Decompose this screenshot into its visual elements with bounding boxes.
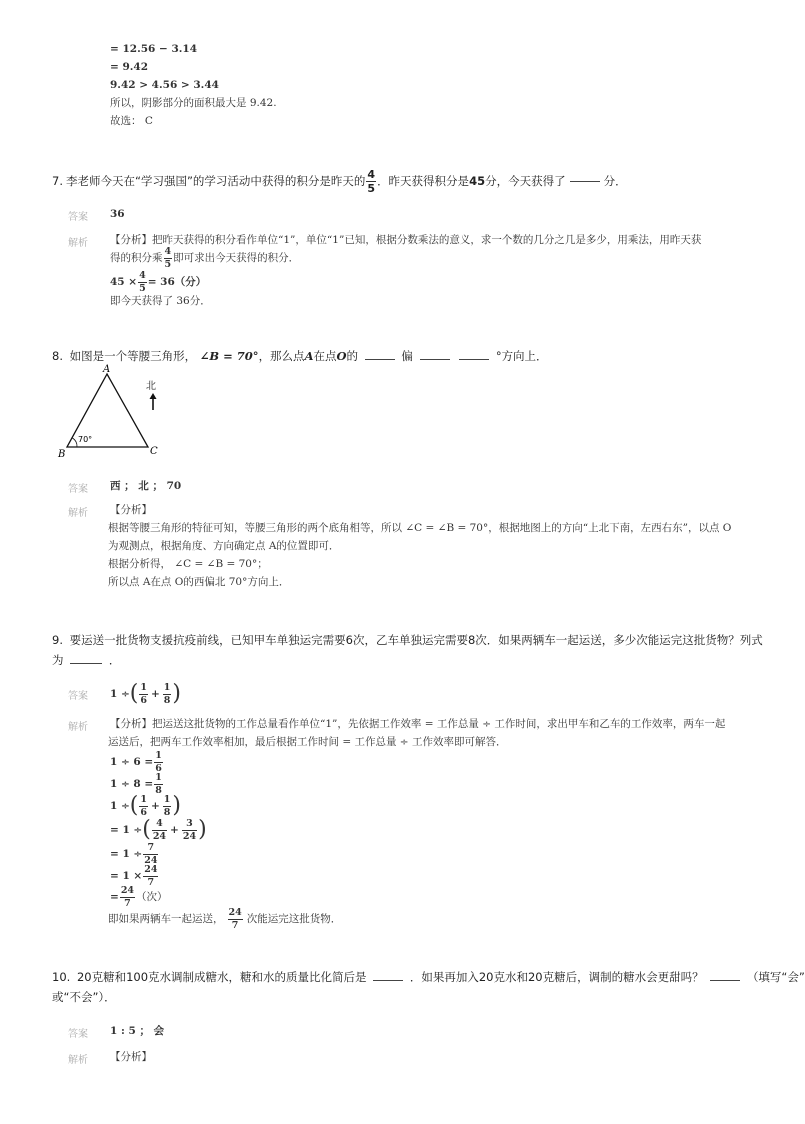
fraction: $\frac{4}{5}$ xyxy=(139,270,146,294)
answer-blank[interactable] xyxy=(459,358,489,360)
answer-label: 答案 xyxy=(68,691,88,702)
vertex-label-c: C xyxy=(150,446,158,457)
analysis-head: 【分析】 xyxy=(110,1051,152,1063)
solution-line: = 9.42 xyxy=(110,61,149,73)
fraction: $\frac{4}{5}$ xyxy=(164,246,172,270)
conclusion: 即如果两辆车一起运送， $\frac{24}{7}$ 次能运完这批货物． xyxy=(108,907,342,931)
calc-step: = 1 × $\frac{24}{7}$ xyxy=(110,864,158,888)
analysis-label: 解析 xyxy=(68,722,88,733)
answer-blank[interactable] xyxy=(365,358,395,360)
north-label: 北 xyxy=(146,381,156,392)
question-text: 分，今天获得了 xyxy=(485,174,566,188)
solution-line: 故选： C xyxy=(110,115,153,127)
calc-step: = 1 ÷ $\frac{7}{24}$ xyxy=(110,842,158,866)
question-10-line2: 或“不会”）． xyxy=(52,990,116,1004)
analysis-text: 得的积分乘 $\frac{4}{5}$ 即可求出今天获得的积分． xyxy=(110,246,300,270)
isosceles-triangle-figure xyxy=(55,362,175,462)
question-number: 8. xyxy=(52,349,63,363)
answer-blank[interactable] xyxy=(570,180,600,182)
question-7 xyxy=(52,166,627,196)
calc-step: = $\frac{24}{7}$ （次） xyxy=(110,885,168,909)
question-text: ．昨天获得积分是 xyxy=(377,174,470,188)
analysis-label: 解析 xyxy=(68,238,88,249)
question-number: 10. xyxy=(52,970,71,984)
solution-line: 所以，阴影部分的面积最大是 9.42. xyxy=(110,97,277,109)
analysis-text: 根据等腰三角形的特征可知，等腰三角形的两个底角相等，所以 ∠C = ∠B = 70°，根据地图上的方向“上北下南，左西右东”，以点 O xyxy=(108,522,732,534)
question-text: 分． xyxy=(603,174,627,188)
analysis-text: 【分析】把运送这批货物的工作总量看作单位“1”，先依据工作效率 = 工作总量 ÷ 工作时间，求出甲车和乙车的工作效率，两车一起 xyxy=(110,718,726,730)
calc-step: = 1 ÷ ( $\frac{4}{24}$ + $\frac{3}{24}$ ) xyxy=(110,817,207,842)
answer-value: 1 ÷ ( $\frac{1}{6}$ + $\frac{1}{8}$ ) xyxy=(110,681,182,706)
question-10: 10. 20克糖和100克水调制成糖水，糖和水的质量比化简后是 ．如果再加入20克水和20克糖后，调制的糖水会更甜吗？ （填写“会” xyxy=(52,970,805,984)
calc-step: 1 ÷ ( $\frac{1}{6}$ + $\frac{1}{8}$ ) xyxy=(110,793,182,818)
answer-label: 答案 xyxy=(68,1029,88,1040)
answer-value: 36 xyxy=(110,208,125,220)
angle-expr: ∠B = 70° xyxy=(199,349,259,363)
fraction: $\frac{4}{5}$ xyxy=(367,167,376,195)
calc-step: 1 ÷ 6 = $\frac{1}{6}$ xyxy=(110,750,162,774)
question-number: 7. xyxy=(52,174,63,188)
answer-value: 1 : 5 ； 会 xyxy=(110,1025,165,1037)
calculation: 45 × $\frac{4}{5}$ = 36（分） xyxy=(110,270,207,294)
vertex-label-a: A xyxy=(103,364,111,375)
analysis-text: 为观测点，根据角度、方向确定点 A的位置即可． xyxy=(108,540,340,552)
analysis-text: 【分析】把昨天获得的积分看作单位“1”，单位“1”已知，根据分数乘法的意义，求一个数的几分之几是多少，用乘法，用昨天获 xyxy=(110,234,702,246)
question-8: 8. 如图是一个等腰三角形， ∠B = 70°，那么点A在点O的 偏 °方向上． xyxy=(52,349,548,363)
answer-blank[interactable] xyxy=(710,979,740,981)
question-text: 李老师今天在“学习强国”的学习活动中获得的积分是昨天的 xyxy=(65,174,366,188)
conclusion: 即今天获得了 36分． xyxy=(110,295,211,307)
answer-value: 西 ； 北 ； 70 xyxy=(110,480,182,492)
angle-label: 70° xyxy=(78,435,93,444)
answer-label: 答案 xyxy=(68,484,88,495)
analysis-label: 解析 xyxy=(68,1055,88,1066)
vertex-label-b: B xyxy=(58,449,66,460)
question-9: 9. 要运送一批货物支援抗疫前线，已知甲车单独运完需要6次，乙车单独运完需要8次．如果两辆车一起运送，多少次能运完这批货物？列式 xyxy=(52,633,763,647)
calc-step: 1 ÷ 8 = $\frac{1}{8}$ xyxy=(110,772,162,796)
analysis-head: 【分析】 xyxy=(110,504,152,516)
analysis-text: 根据分析得， ∠C = ∠B = 70°； xyxy=(108,558,268,570)
analysis-text: 所以点 A在点 O的西偏北 70°方向上． xyxy=(108,576,290,588)
fraction: $\frac{1}{6}$ xyxy=(140,682,147,706)
answer-blank[interactable] xyxy=(373,979,403,981)
fraction: $\frac{1}{8}$ xyxy=(163,682,171,706)
answer-label: 答案 xyxy=(68,212,88,223)
answer-blank[interactable] xyxy=(420,358,450,360)
question-value: 45 xyxy=(469,174,486,188)
north-arrow-icon xyxy=(148,393,158,411)
answer-blank[interactable] xyxy=(70,662,102,664)
question-9-line2: 为 ． xyxy=(52,653,121,667)
solution-line: 9.42 > 4.56 > 3.44 xyxy=(110,79,219,91)
analysis-label: 解析 xyxy=(68,508,88,519)
solution-line: = 12.56 − 3.14 xyxy=(110,43,198,55)
analysis-text: 运送后，把两车工作效率相加，最后根据工作时间 = 工作总量 ÷ 工作效率即可解答． xyxy=(108,736,507,748)
question-number: 9. xyxy=(52,633,63,647)
